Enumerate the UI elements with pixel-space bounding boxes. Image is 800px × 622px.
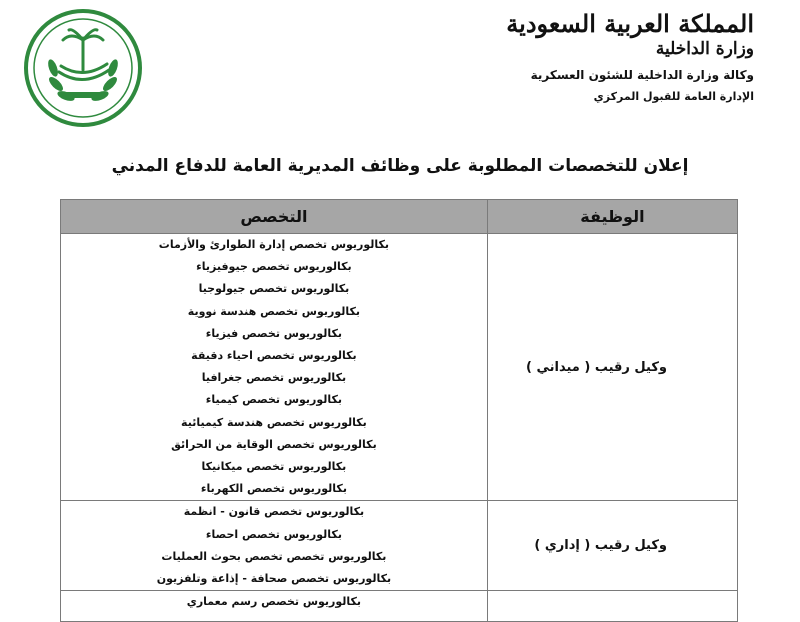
specialization-item: بكالوريوس تخصص جيوفيزياء — [196, 260, 352, 274]
job-cell: وكيل رقيب ( ميداني ) — [487, 234, 737, 501]
job-cell: وكيل رقيب ( إداري ) — [487, 501, 737, 591]
specialization-item: بكالوريوس تخصص قانون - انظمة — [183, 505, 365, 519]
table-header-row — [61, 200, 738, 234]
specialization-item: بكالوريوس تخصص هندسة نووية — [187, 304, 361, 318]
specialization-item: بكالوريوس تخصص جغرافيا — [201, 371, 347, 385]
specialization-item: بكالوريوس تخصص كيمياء — [205, 393, 343, 407]
table-row — [61, 591, 738, 622]
job-cell — [487, 591, 737, 622]
ministry-name: وزارة الداخلية — [655, 39, 754, 59]
table-row — [61, 501, 738, 591]
specialization-item: بكالوريوس تخصص الوقاية من الحرائق — [171, 437, 377, 451]
announcement-title: إعلان للتخصصات المطلوبة على وظائف المديرية العامة للدفاع المدني — [111, 156, 689, 176]
specialization-item: بكالوريوس تخصص ميكانيكا — [201, 460, 347, 474]
specialization-item: بكالوريوس تخصص تخصص بحوث العمليات — [161, 549, 387, 563]
specialization-item: بكالوريوس تخصص احياء دقيقة — [191, 349, 357, 363]
specialization-cell — [61, 501, 488, 591]
ministry-emblem-icon — [23, 8, 143, 128]
agency-name: وكالة وزارة الداخلية للشئون العسكرية — [530, 68, 754, 82]
specialization-item: بكالوريوس تخصص إدارة الطوارئ والأزمات — [158, 238, 390, 251]
letterhead — [454, 10, 754, 106]
specialization-item: بكالوريوس تخصص رسم معماري — [186, 595, 362, 609]
specialization-cell — [61, 591, 488, 622]
specialization-cell — [61, 234, 488, 501]
specialization-item: بكالوريوس تخصص الكهرباء — [200, 482, 347, 496]
specialization-item: بكالوريوس تخصص هندسة كيميائية — [181, 415, 367, 429]
kingdom-name: المملكة العربية السعودية — [506, 9, 754, 38]
header-job: الوظيفة — [487, 200, 737, 234]
specialization-item: بكالوريوس تخصص صحافة - إذاعة وتلفزيون — [156, 572, 392, 586]
specialization-item: بكالوريوس تخصص جيولوجيا — [198, 282, 350, 296]
table-row — [61, 234, 738, 501]
specializations-table — [60, 199, 738, 622]
department-name: الإدارة العامة للقبول المركزي — [593, 90, 754, 103]
specialization-item: بكالوريوس تخصص فيزياء — [205, 326, 343, 340]
specialization-item: بكالوريوس تخصص احصاء — [205, 527, 342, 541]
header-specialization: التخصص — [61, 200, 488, 234]
